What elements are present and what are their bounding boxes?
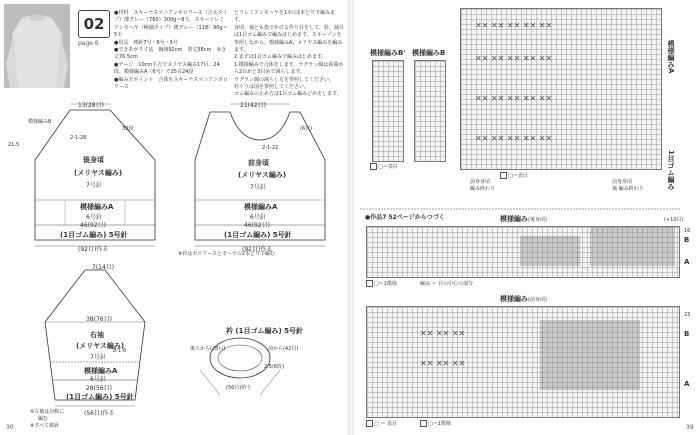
back-side-rows: 33段 [122, 126, 134, 132]
instructions-text [234, 10, 344, 99]
side-label-b-2: B [684, 330, 690, 338]
legend-pattern: □＝1模様 [366, 280, 397, 287]
instruction-line: 2.まずは1目ゴム編みで編みはじめます。 [234, 54, 327, 61]
sleeve-top-width: 7(14目) [92, 264, 115, 271]
side-label-b: B [684, 236, 690, 244]
book-gutter [348, 0, 354, 435]
back-pattern-b-label: 模様編みB [28, 119, 52, 125]
legend-knit-bottom: □ ＝ 表目 [366, 420, 397, 427]
sleeve-note-2: 編む [38, 416, 49, 422]
material-line: ●編み方ポイント 合体をスキーナスマニアンポロワース [114, 76, 228, 91]
collar-title: 衿 (1目ゴム編み) 5号針 [226, 327, 304, 335]
sleeve-stitch: (メリヤス編み) [76, 342, 125, 350]
collar-pickup-total: (56目)拾う [226, 385, 252, 391]
back-top-width: 13(28目) [78, 102, 104, 109]
side-label-23: 23 [684, 312, 691, 318]
label-sleeve-end: 袖 編み終わり [612, 186, 644, 192]
cable-cross-mark: ✕✕ ✕✕ ✕✕ ✕✕ ✕✕ [475, 94, 553, 103]
back-left-dim: 21.5 [8, 142, 20, 148]
front-cast-on: (92目)作る [242, 246, 273, 253]
instruction-line: 1.模様編みで合体をします。ラグラン線は両端から2目めと3目めで減らします。 [234, 61, 344, 76]
side-label-16: 16 [684, 228, 691, 234]
chart-a-grid [460, 8, 662, 170]
back-pattern-a: 模様編みA [80, 203, 114, 211]
sleeve-needle: 7号針 [90, 354, 106, 361]
cable-cross-mark: ✕✕ ✕✕ ✕✕ ✕✕ ✕✕ [475, 134, 553, 143]
front-side: (6目) [300, 126, 313, 132]
front-title: 前身頃 [248, 159, 269, 167]
sleeve-pattern-a: 模様編みA [84, 367, 118, 375]
back-rib: (1目ゴム編み) 5号針 [60, 231, 128, 239]
count-top: (+10目) [664, 217, 684, 223]
chart-front-subtitle: (前身頃) [528, 297, 547, 303]
cable-cross-mark: ✕✕ ✕✕ ✕✕ [420, 329, 466, 338]
back-needle-a: 6号針 [86, 214, 102, 221]
collar-front-pickup: 前から(42目) [268, 346, 299, 352]
chart-b-grid [414, 60, 446, 162]
chart-front-title [500, 294, 547, 304]
material-line: ●材料 スキーナスマニアンポロワース（合太タイプ）薄グレー（760）300g＝8玉、スキーソレミアンモヘヤ（極細タイプ）薄グレー（118）90g＝5玉 [114, 10, 228, 39]
chart-back-title-text: 模様編み [500, 215, 528, 223]
chart-back-shaded-area-2 [520, 236, 580, 266]
front-top-width: 21(42目) [240, 102, 266, 109]
chart-b-prime-grid [372, 60, 404, 162]
sleeve-note-3: ※すべて棒針 [30, 423, 60, 429]
right-page-number: 39 [686, 424, 694, 431]
section-note: ●作品7 52ページからつづく [365, 214, 445, 221]
sleeve-title: 右袖 [90, 331, 104, 339]
chart-b-prime-title: 模様編みB' [370, 49, 406, 57]
sleeve-mid-width: 38(76目) [86, 316, 112, 323]
sleeve-rows: 28(56目) [86, 385, 112, 392]
back-title: 後身頃 [83, 156, 104, 164]
instruction-line: ゴム編みの止め方は1目ゴム編みどめをします。 [234, 91, 342, 98]
front-rows: 46(92目) [244, 222, 270, 229]
instruction-line: 衿ぐりは図を参照してください。 [234, 84, 310, 91]
chart-front-shaded-area [540, 320, 640, 390]
material-line: ●用具 棒針7号・6号・5号 [114, 39, 178, 46]
cable-cross-mark: ✕✕ ✕✕ ✕✕ [420, 359, 466, 368]
front-needle-a: 6号針 [250, 214, 266, 221]
material-line: ●できあがり寸法 胸囲92cm 着丈58cm ゆき丈76.5cm [114, 47, 227, 61]
page-reference: page 6 [78, 40, 99, 47]
label-front-body: 前身身頃 [470, 179, 491, 185]
label-sleeve-body: 前身身頃 [612, 179, 633, 185]
front-pattern-a: 模様編みA [244, 203, 278, 211]
legend-pattern-bottom: □＝1模様 [420, 420, 451, 427]
sleeve-needle-a: 6号針 [90, 376, 106, 383]
collar-back-pickup: 後ろから(28目) [190, 346, 226, 352]
sleeve-cast-on: (56目)作る [84, 410, 115, 417]
back-stitch: (メリヤス編み) [74, 169, 123, 177]
instruction-line: ラグラン線の減らし方を参照してください。 [234, 76, 335, 83]
back-raglan: 2-1-28 [70, 135, 87, 141]
section-divider [360, 208, 680, 210]
front-needle: 7号針 [250, 184, 266, 191]
back-cast-on: (92目)作る [78, 246, 109, 253]
legend-mid: 編み ＝ 目の中心の部分 [420, 281, 474, 287]
legend-knit-2: □＝表目 [500, 172, 528, 179]
back-needle: 7号針 [86, 182, 102, 189]
chart-b-title: 模様編みB [412, 49, 446, 57]
sleeve-note: ※左袖は対称に [30, 409, 65, 415]
collar-dims: 2.5(6段) [264, 364, 285, 370]
material-line: ●ゲージ 10cm平方でメリヤス編み17目、24段、模様編みA（6号）で25目24段 [114, 61, 220, 76]
materials-list [114, 10, 229, 91]
left-page-number: 30 [6, 424, 14, 431]
chart-back-shaded-area [590, 226, 675, 266]
pattern-number: 02 [78, 10, 110, 38]
chart-back-subtitle: (後身頃) [528, 217, 547, 223]
front-rib: (1目ゴム編み) 5号針 [224, 231, 292, 239]
cable-cross-mark: ✕✕ ✕✕ ✕✕ ✕✕ ✕✕ [475, 54, 553, 63]
chart-front-title-text: 模様編み [500, 295, 528, 303]
label-end: 編み終わり [470, 186, 496, 192]
side-label-a-2: A [684, 380, 690, 388]
sleeve-rib: (1目ゴム編み) 5号針 [66, 393, 134, 401]
rib-label: 1目ゴム編み [667, 150, 675, 190]
front-raglan: 2-1-22 [262, 145, 279, 151]
instruction-line: とソレミアンモヘヤを1本の2本どりで編みます。 [234, 10, 336, 24]
instruction-line: 身頃、袖とも指でかける作り目をして、針、減目は1目ゴム編みで編みはじめます。スキーゾンを参照しながら、模様編みA、メリヤス編みを編みます。 [234, 24, 344, 54]
front-stitch: (メリヤス編み) [238, 171, 287, 179]
sweater-photo-illustration [4, 4, 70, 88]
chart-back-title [500, 214, 547, 224]
cable-cross-mark: ✕✕ ✕✕ ✕✕ ✕✕ ✕✕ [475, 21, 553, 30]
sweater-photo [4, 4, 70, 88]
legend-knit: □＝表目 [370, 163, 398, 170]
collar-note: ※衿はボロワースとモヘヤの2本どりで編む [178, 251, 276, 257]
chart-a-label: 模様編みA [667, 40, 675, 74]
sleeve-increase: 8-1-6 [113, 348, 127, 354]
back-rows: 46(92目) [80, 222, 106, 229]
side-label-a: A [684, 258, 690, 266]
